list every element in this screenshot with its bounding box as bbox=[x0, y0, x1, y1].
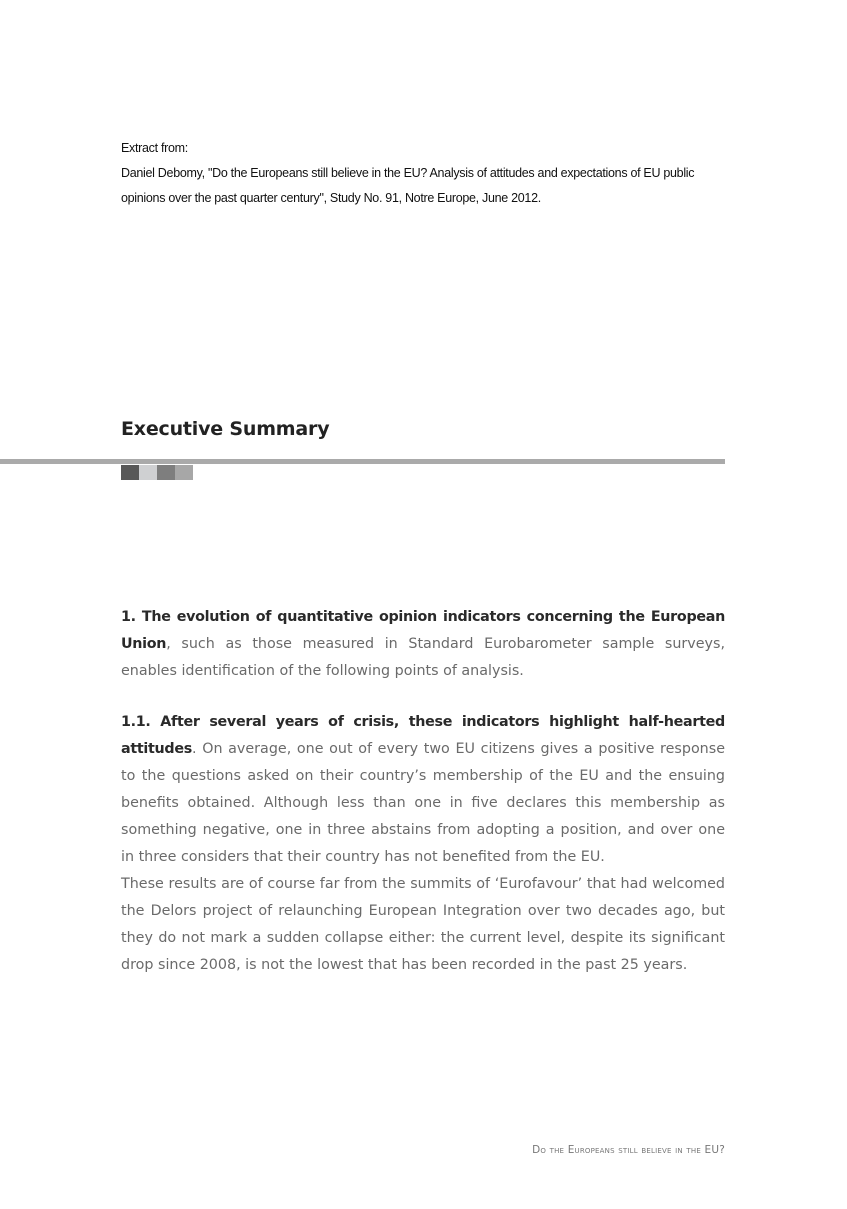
running-footer: Do the Europeans still believe in the EU? bbox=[532, 1144, 725, 1156]
paragraph-lead: 1.1. After several years of crisis, these indicators highlight half-hearted attitudes bbox=[121, 714, 725, 757]
paragraph bbox=[121, 604, 725, 685]
decor-square bbox=[139, 465, 157, 480]
decor-square bbox=[175, 465, 193, 480]
extract-citation bbox=[121, 136, 721, 211]
body-text bbox=[121, 604, 725, 979]
paragraph-text: . On average, one out of every two EU citizens gives a positive response to the questions asked on their country’s membership of the EU and the ensuing benefits obtained. Although less than one in five declares this membership as something negative, one in three abstains from adopting a position, and over one in three considers that their country has not benefited from the EU. bbox=[121, 741, 725, 865]
extract-label: Extract from: bbox=[121, 141, 188, 155]
paragraph-lead: 1. The evolution of quantitative opinion indicators concerning the European Union bbox=[121, 609, 725, 652]
paragraph-text: These results are of course far from the summits of ‘Eurofavour’ that had welcomed the Delors project of relaunching European Integration over two decades ago, but they do not mark a sudden collapse either: the current level, despite its significant drop since 2008, is not the lowest that has been recorded in the past 25 years. bbox=[121, 876, 725, 973]
decor-square bbox=[121, 465, 139, 480]
paragraph bbox=[121, 871, 725, 979]
paragraph-text: , such as those measured in Standard Eurobarometer sample surveys, enables identification of the following points of analysis. bbox=[121, 636, 725, 679]
citation-text: Daniel Debomy, "Do the Europeans still believe in the EU? Analysis of attitudes and expectations of EU public opinions over the past quarter century", Study No. 91, Notre Europe, June 2012. bbox=[121, 166, 695, 205]
decor-square bbox=[157, 465, 175, 480]
section-divider bbox=[0, 459, 725, 464]
paragraph bbox=[121, 709, 725, 871]
section-title: Executive Summary bbox=[121, 418, 330, 440]
